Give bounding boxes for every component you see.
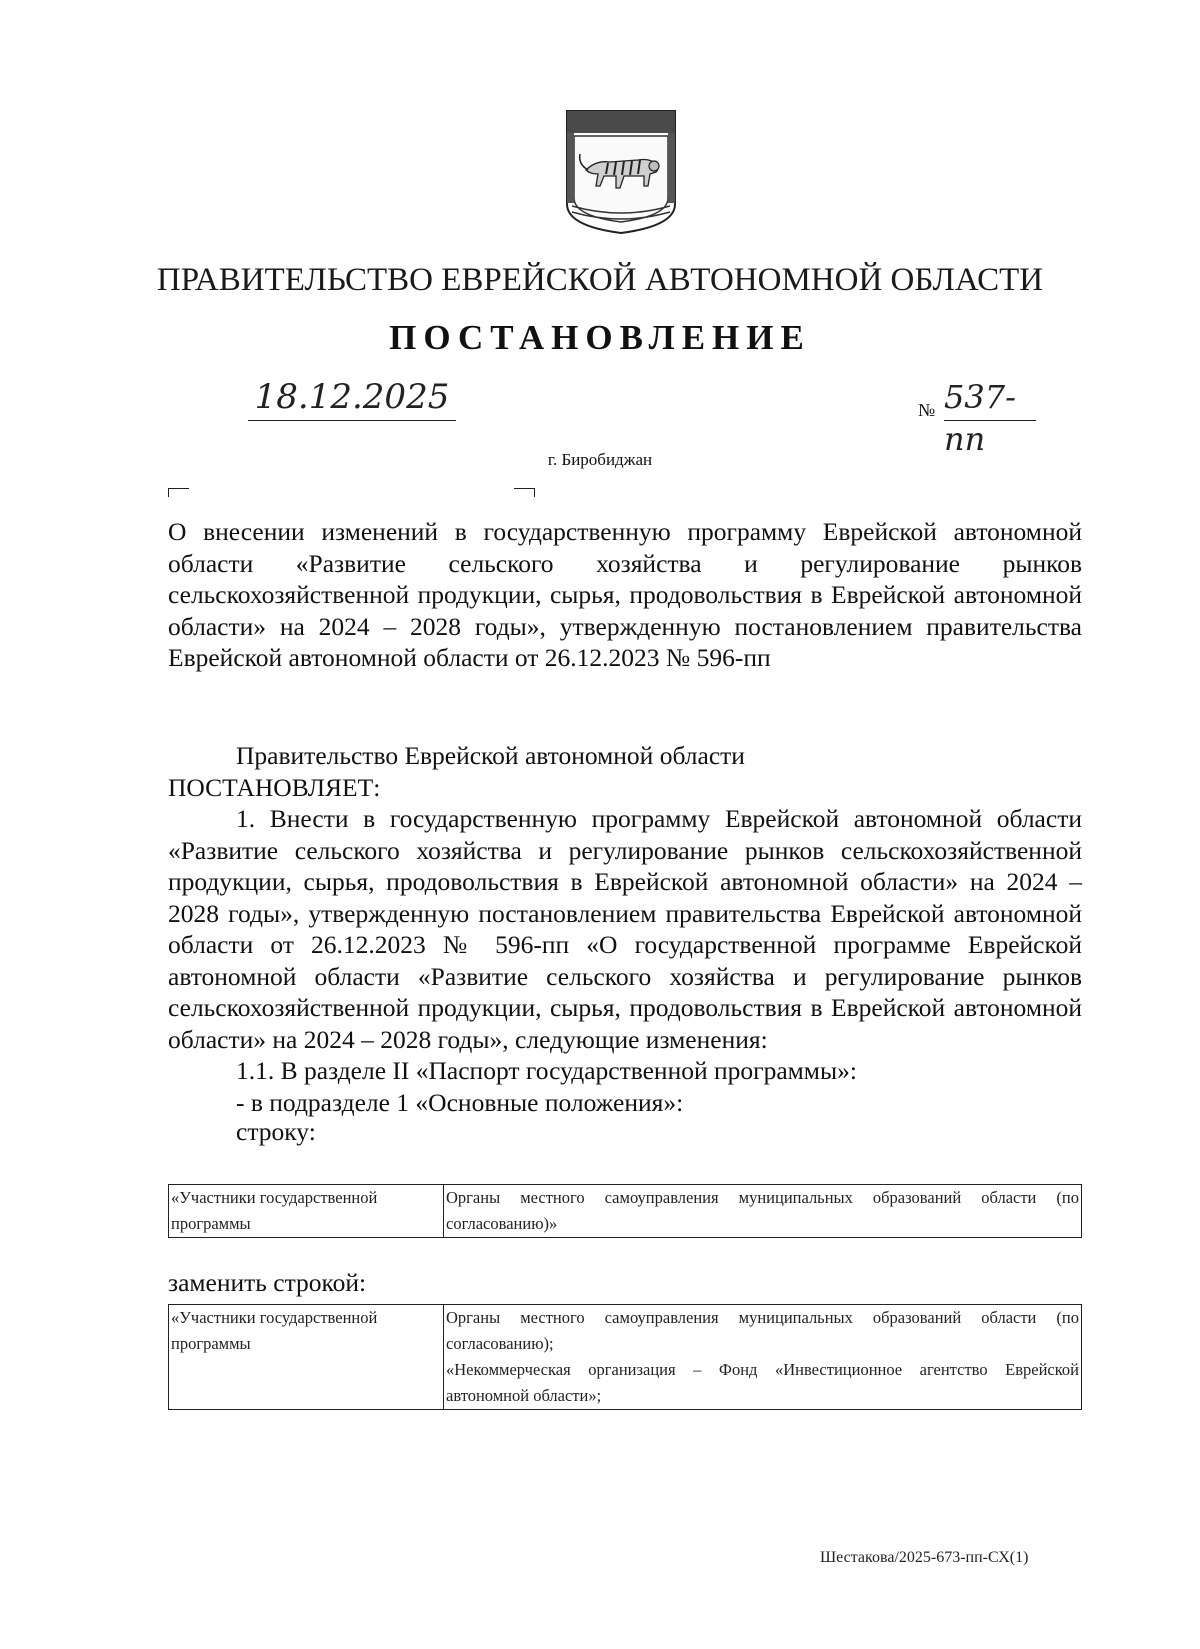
document-date: 18.12.2025 <box>248 376 456 421</box>
item-1-paragraph: 1. Внести в государственную программу Еврейской автономной области «Развитие сельского хозяйства и регулирование рынков сельскохозяйственной продукции, сырья, продовольствия в Еврейской автономной области» на 2024 – 2028 годы», утвержденную постановлением правительства Еврейской автономной области от 26.12.2023 № 596-пп «О государственной программе Еврейской автономной области «Развитие сельского хозяйства и регулирование рынков сельскохозяйственной продукции, сырья, продовольствия в Еврейской автономной области» на 2024 – 2028 годы», следующие изменения: <box>168 804 1082 1054</box>
table-row <box>169 1305 1082 1410</box>
old-row-value-cell: Органы местного самоуправления муниципальных образований области (по согласованию)» <box>444 1185 1082 1238</box>
new-row-label-cell: «Участники государственной программы <box>169 1305 444 1410</box>
tiger-coat-of-arms-icon <box>564 108 678 236</box>
subsection-paragraph: - в подразделе 1 «Основные положения»: <box>236 1087 684 1117</box>
intro-line: Правительство Еврейской автономной области <box>236 741 745 770</box>
document-city: г. Биробиджан <box>547 450 653 469</box>
table-row <box>169 1185 1082 1238</box>
footer-reference: Шестакова/2025-673-пп-СХ(1) <box>820 1549 1029 1566</box>
subject-corner-mark-right <box>514 488 535 497</box>
document-number: 537-пп <box>944 376 1036 421</box>
new-row-table <box>168 1304 1082 1410</box>
new-row-value-line-2: «Некоммерческая организация – Фонд «Инвестиционное агентство Еврейской автономной области»; <box>446 1360 1079 1405</box>
number-label: № <box>918 400 936 420</box>
government-title: ПРАВИТЕЛЬСТВО ЕВРЕЙСКОЙ АВТОНОМНОЙ ОБЛАСТИ <box>156 262 1044 298</box>
row-label: строку: <box>236 1117 316 1146</box>
coat-of-arms-emblem <box>564 108 678 236</box>
resolution-word: ПОСТАНОВЛЯЕТ: <box>168 772 381 802</box>
replace-label: заменить строкой: <box>168 1268 367 1297</box>
item-1-1-paragraph: 1.1. В разделе II «Паспорт государственной программы»: <box>236 1056 857 1085</box>
document-type-heading: ПОСТАНОВЛЕНИЕ <box>389 318 811 357</box>
document-subject: О внесении изменений в государственную программу Еврейской автономной области «Развитие сельского хозяйства и регулирование рынков сельскохозяйственной продукции, сырья, продовольствия в Еврейской автономной области» на 2024 – 2028 годы», утвержденную постановлением правительства Еврейской автономной области от 26.12.2023 № 596-пп <box>168 517 1082 672</box>
old-row-label-cell: «Участники государственной программы <box>169 1185 444 1238</box>
subject-corner-mark-left <box>168 488 189 497</box>
old-row-table <box>168 1184 1082 1238</box>
new-row-value-line-1: Органы местного самоуправления муниципальных образований области (по согласованию); <box>446 1308 1079 1353</box>
document-body <box>168 740 1082 1146</box>
new-row-value-cell <box>444 1305 1082 1410</box>
